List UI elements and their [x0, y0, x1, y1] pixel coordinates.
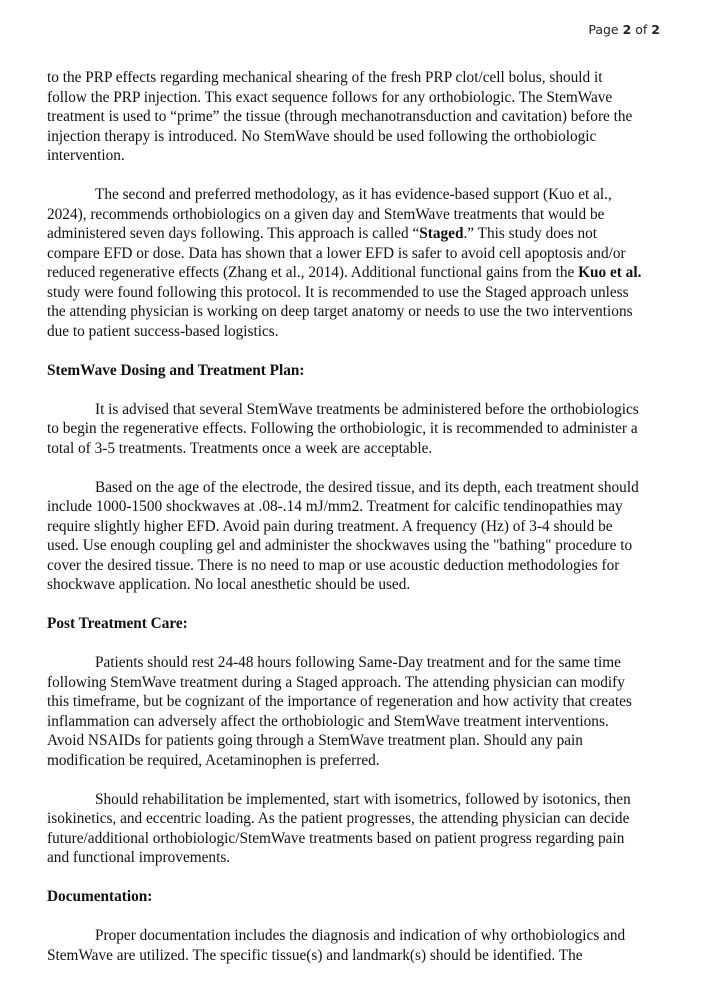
- dosing-paragraph-2: [47, 478, 677, 595]
- page-total: 2: [651, 22, 660, 37]
- page-of: of: [631, 22, 652, 37]
- text-line: Based on the age of the electrode, the desired tissue, and its depth, each treatment should: [95, 478, 639, 496]
- kuo-citation: Kuo et al.: [578, 264, 642, 281]
- text-line: to begin the regenerative effects. Following the orthobiologic, it is recommended to administer a: [47, 420, 638, 437]
- text-line: the attending physician is working on deep target anatomy or needs to use the two interventions: [47, 303, 633, 320]
- text-line: The second and preferred methodology, as it has evidence-based support (Kuo et al.,: [95, 186, 612, 203]
- text-line: future/additional orthobiologic/StemWave treatments based on patient progress regarding pain: [47, 829, 625, 847]
- text-line: follow the PRP injection. This exact sequence follows for any orthobiologic. The StemWave: [47, 88, 613, 106]
- document-body: [47, 68, 677, 985]
- text-line: compare EFD or dose. Data has shown that a lower EFD is safer to avoid cell apoptosis and/or: [47, 244, 626, 262]
- text-line: StemWave are utilized. The specific tissue(s) and landmark(s) should be identified. The: [47, 946, 583, 964]
- page-number: [588, 22, 660, 37]
- text-run: administered seven days following. This approach is called “: [47, 225, 420, 242]
- page-prefix: Page: [588, 22, 623, 37]
- text-line: following StemWave treatment during a Staged approach. The attending physician can modify: [47, 673, 625, 691]
- post-care-paragraph-1: [47, 653, 677, 770]
- text-line: study were found following this protocol. It is recommended to use the Staged approach unless: [47, 283, 629, 301]
- text-line: to the PRP effects regarding mechanical shearing of the fresh PRP clot/cell bolus, should it: [47, 69, 603, 86]
- section-heading-documentation: Documentation:: [47, 888, 153, 905]
- text-line: [47, 224, 677, 244]
- staged-paragraph: [47, 185, 677, 341]
- text-line: cover the desired tissue. There is no need to map or use acoustic deduction methodologies for: [47, 556, 620, 574]
- text-line: and functional improvements.: [47, 849, 231, 866]
- text-line: used. Use enough coupling gel and administer the shockwaves using the "bathing" procedure to: [47, 537, 633, 554]
- text-line: shockwave application. No local anesthetic should be used.: [47, 576, 411, 593]
- text-line: Avoid NSAIDs for patients going through a StemWave treatment plan. Should any pain: [47, 732, 583, 749]
- text-line: Proper documentation includes the diagnosis and indication of why orthobiologics and: [95, 927, 626, 944]
- text-line: injection therapy is introduced. No StemWave should be used following the orthobiologic: [47, 127, 597, 145]
- text-line: intervention.: [47, 147, 125, 164]
- text-line: inflammation can adversely affect the orthobiologic and StemWave treatment interventions.: [47, 712, 609, 730]
- text-run: .” This study does not: [463, 225, 598, 242]
- documentation-paragraph-1: [47, 926, 677, 965]
- page-current: 2: [622, 22, 632, 37]
- text-line: include 1000-1500 shockwaves at .08-.14 mJ/mm2. Treatment for calcific tendinopathies may: [47, 498, 623, 515]
- section-heading-dosing: StemWave Dosing and Treatment Plan:: [47, 361, 305, 379]
- text-line: 2024), recommends orthobiologics on a given day and StemWave treatments that would be: [47, 205, 605, 223]
- text-line: modification be required, Acetaminophen is preferred.: [47, 751, 380, 769]
- section-heading-post-care: Post Treatment Care:: [47, 615, 188, 632]
- post-care-paragraph-2: [47, 790, 677, 868]
- dosing-paragraph-1: [47, 400, 677, 459]
- text-line: due to patient success-based logistics.: [47, 322, 279, 340]
- text-line: isokinetics, and eccentric loading. As the patient progresses, the attending physician can decide: [47, 810, 630, 827]
- text-line: require slightly higher EFD. Avoid pain during treatment. A frequency (Hz) of 3-4 should be: [47, 517, 613, 535]
- continuation-paragraph: [47, 68, 677, 166]
- text-line: this timeframe, but be cognizant of the importance of regeneration and how activity that creates: [47, 693, 632, 710]
- text-line: treatment is used to “prime” the tissue (through mechanotransduction and cavitation) before the: [47, 108, 633, 125]
- text-line: Patients should rest 24-48 hours following Same-Day treatment and for the same time: [95, 654, 621, 671]
- text-line: It is advised that several StemWave treatments be administered before the orthobiologics: [95, 400, 639, 418]
- text-line: Should rehabilitation be implemented, start with isometrics, followed by isotonics, then: [95, 790, 631, 808]
- staged-term: Staged: [419, 225, 464, 242]
- text-line: total of 3-5 treatments. Treatments once a week are acceptable.: [47, 439, 433, 457]
- text-run: reduced regenerative effects (Zhang et al., 2014). Additional functional gains from the: [47, 264, 579, 281]
- text-line: [47, 263, 677, 283]
